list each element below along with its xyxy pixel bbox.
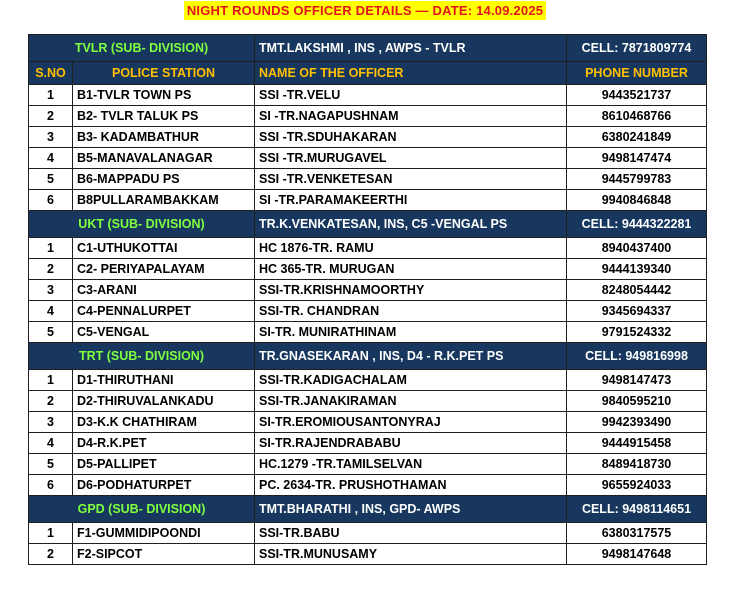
- table-row: [29, 148, 707, 169]
- phone-number: 9940846848: [567, 190, 707, 211]
- division-name: TRT (SUB- DIVISION): [29, 343, 255, 370]
- table-row: [29, 523, 707, 544]
- officer-name: SI -TR.PARAMAKEERTHI: [255, 190, 567, 211]
- phone-number: 8489418730: [567, 454, 707, 475]
- row-sno: 5: [29, 169, 73, 190]
- police-station: D2-THIRUVALANKADU: [73, 391, 255, 412]
- police-station: B2- TVLR TALUK PS: [73, 106, 255, 127]
- officer-name: SSI-TR.BABU: [255, 523, 567, 544]
- row-sno: 1: [29, 523, 73, 544]
- table-row: [29, 106, 707, 127]
- police-station: D4-R.K.PET: [73, 433, 255, 454]
- row-sno: 5: [29, 454, 73, 475]
- row-sno: 2: [29, 391, 73, 412]
- phone-number: 9655924033: [567, 475, 707, 496]
- row-sno: 1: [29, 370, 73, 391]
- officer-name: SSI-TR. CHANDRAN: [255, 301, 567, 322]
- officer-name: SI -TR.NAGAPUSHNAM: [255, 106, 567, 127]
- header-officer: NAME OF THE OFFICER: [255, 62, 567, 85]
- phone-number: 9445799783: [567, 169, 707, 190]
- row-sno: 3: [29, 280, 73, 301]
- police-station: B3- KADAMBATHUR: [73, 127, 255, 148]
- division-header-row: [29, 211, 707, 238]
- phone-number: 9498147648: [567, 544, 707, 565]
- police-station: C5-VENGAL: [73, 322, 255, 343]
- phone-number: 9443521737: [567, 85, 707, 106]
- officer-name: SSI-TR.JANAKIRAMAN: [255, 391, 567, 412]
- division-name: TVLR (SUB- DIVISION): [29, 35, 255, 62]
- division-name: UKT (SUB- DIVISION): [29, 211, 255, 238]
- row-sno: 6: [29, 475, 73, 496]
- division-header-row: [29, 343, 707, 370]
- row-sno: 2: [29, 544, 73, 565]
- division-officer: TR.GNASEKARAN , INS, D4 - R.K.PET PS: [255, 343, 567, 370]
- row-sno: 4: [29, 301, 73, 322]
- officer-name: SSI-TR.KADIGACHALAM: [255, 370, 567, 391]
- table-row: [29, 370, 707, 391]
- table-row: [29, 85, 707, 106]
- police-station: D6-PODHATURPET: [73, 475, 255, 496]
- division-header-row: [29, 35, 707, 62]
- police-station: B1-TVLR TOWN PS: [73, 85, 255, 106]
- header-station: POLICE STATION: [73, 62, 255, 85]
- police-station: D5-PALLIPET: [73, 454, 255, 475]
- officer-name: SSI -TR.VENKETESAN: [255, 169, 567, 190]
- table-row: [29, 391, 707, 412]
- row-sno: 6: [29, 190, 73, 211]
- phone-number: 9345694337: [567, 301, 707, 322]
- row-sno: 3: [29, 412, 73, 433]
- division-cell: CELL: 7871809774: [567, 35, 707, 62]
- table-row: [29, 169, 707, 190]
- row-sno: 2: [29, 106, 73, 127]
- table-row: [29, 301, 707, 322]
- phone-number: 9942393490: [567, 412, 707, 433]
- police-station: C3-ARANI: [73, 280, 255, 301]
- phone-number: 6380317575: [567, 523, 707, 544]
- officer-name: SI-TR. MUNIRATHINAM: [255, 322, 567, 343]
- police-station: C4-PENNALURPET: [73, 301, 255, 322]
- officer-roster-table: [28, 34, 707, 565]
- police-station: F2-SIPCOT: [73, 544, 255, 565]
- officer-name: SSI -TR.MURUGAVEL: [255, 148, 567, 169]
- table-row: [29, 238, 707, 259]
- division-officer: TMT.LAKSHMI , INS , AWPS - TVLR: [255, 35, 567, 62]
- row-sno: 5: [29, 322, 73, 343]
- table-row: [29, 322, 707, 343]
- table-row: [29, 454, 707, 475]
- officer-name: SI-TR.EROMIOUSANTONYRAJ: [255, 412, 567, 433]
- header-sno: S.NO: [29, 62, 73, 85]
- division-officer: TR.K.VENKATESAN, INS, C5 -VENGAL PS: [255, 211, 567, 238]
- phone-number: 8610468766: [567, 106, 707, 127]
- police-station: B6-MAPPADU PS: [73, 169, 255, 190]
- table-row: [29, 190, 707, 211]
- phone-number: 9498147474: [567, 148, 707, 169]
- police-station: D3-K.K CHATHIRAM: [73, 412, 255, 433]
- roster-body: [29, 35, 707, 565]
- phone-number: 8248054442: [567, 280, 707, 301]
- division-header-row: [29, 496, 707, 523]
- phone-number: 9840595210: [567, 391, 707, 412]
- police-station: B5-MANAVALANAGAR: [73, 148, 255, 169]
- division-name: GPD (SUB- DIVISION): [29, 496, 255, 523]
- row-sno: 2: [29, 259, 73, 280]
- division-cell: CELL: 9498114651: [567, 496, 707, 523]
- phone-number: 9444139340: [567, 259, 707, 280]
- phone-number: 8940437400: [567, 238, 707, 259]
- table-row: [29, 433, 707, 454]
- page-title: NIGHT ROUNDS OFFICER DETAILS — DATE: 14.09.2025: [184, 1, 546, 20]
- row-sno: 1: [29, 238, 73, 259]
- officer-name: SSI-TR.KRISHNAMOORTHY: [255, 280, 567, 301]
- phone-number: 9444915458: [567, 433, 707, 454]
- officer-name: SSI -TR.SDUHAKARAN: [255, 127, 567, 148]
- table-row: [29, 259, 707, 280]
- row-sno: 3: [29, 127, 73, 148]
- officer-name: SSI-TR.MUNUSAMY: [255, 544, 567, 565]
- table-row: [29, 127, 707, 148]
- table-row: [29, 475, 707, 496]
- row-sno: 1: [29, 85, 73, 106]
- phone-number: 9791524332: [567, 322, 707, 343]
- title-wrapper: [0, 0, 730, 22]
- officer-name: HC.1279 -TR.TAMILSELVAN: [255, 454, 567, 475]
- row-sno: 4: [29, 148, 73, 169]
- police-station: F1-GUMMIDIPOONDI: [73, 523, 255, 544]
- officer-name: HC 1876-TR. RAMU: [255, 238, 567, 259]
- column-header-row: [29, 62, 707, 85]
- phone-number: 6380241849: [567, 127, 707, 148]
- officer-name: SI-TR.RAJENDRABABU: [255, 433, 567, 454]
- division-cell: CELL: 9444322281: [567, 211, 707, 238]
- officer-name: HC 365-TR. MURUGAN: [255, 259, 567, 280]
- header-phone: PHONE NUMBER: [567, 62, 707, 85]
- division-officer: TMT.BHARATHI , INS, GPD- AWPS: [255, 496, 567, 523]
- officer-name: SSI -TR.VELU: [255, 85, 567, 106]
- police-station: D1-THIRUTHANI: [73, 370, 255, 391]
- police-station: C1-UTHUKOTTAI: [73, 238, 255, 259]
- phone-number: 9498147473: [567, 370, 707, 391]
- officer-name: PC. 2634-TR. PRUSHOTHAMAN: [255, 475, 567, 496]
- row-sno: 4: [29, 433, 73, 454]
- police-station: C2- PERIYAPALAYAM: [73, 259, 255, 280]
- table-row: [29, 412, 707, 433]
- table-row: [29, 280, 707, 301]
- division-cell: CELL: 949816998: [567, 343, 707, 370]
- police-station: B8PULLARAMBAKKAM: [73, 190, 255, 211]
- table-row: [29, 544, 707, 565]
